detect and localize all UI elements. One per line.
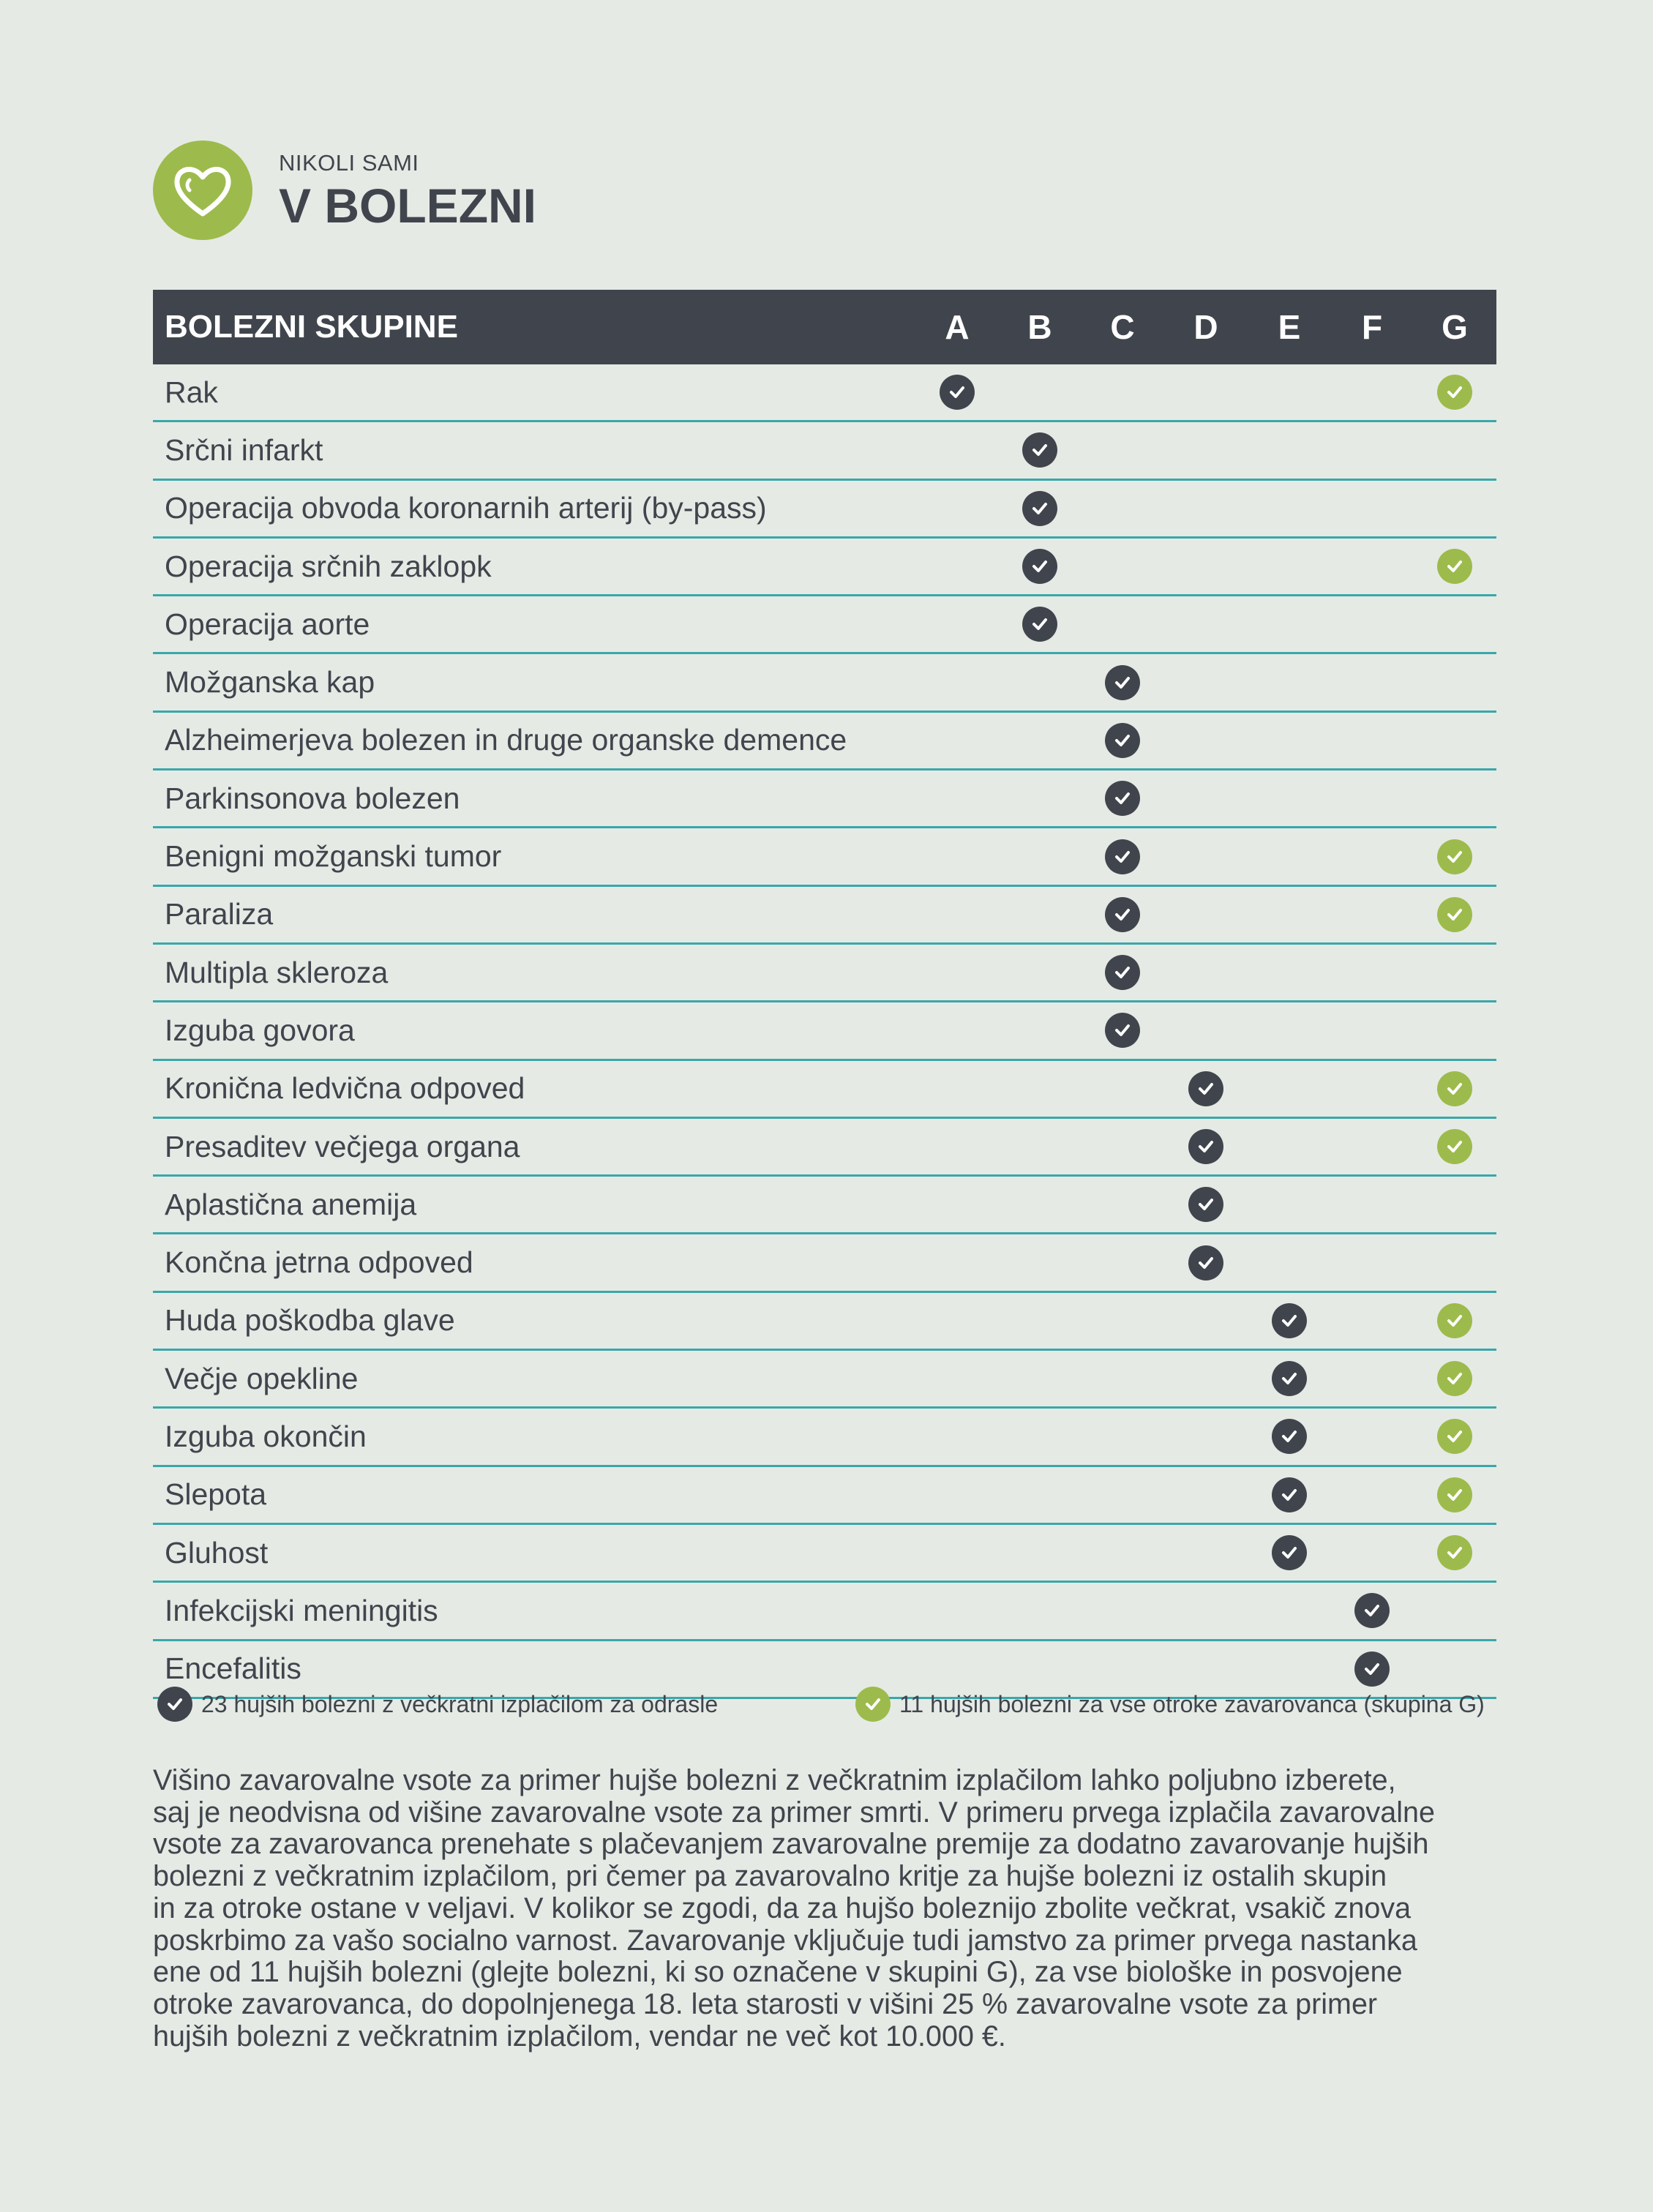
check-icon: [157, 1687, 192, 1722]
description-line: otroke zavarovanca, do dopolnjenega 18. leta starosti v višini 25 % zavarovalne vsote za primer: [153, 1987, 1378, 2020]
table-row: [153, 1293, 1496, 1351]
table-row: [153, 945, 1496, 1002]
disease-label: Slepota: [165, 1477, 267, 1512]
check-icon: [1437, 897, 1472, 932]
table-row: [153, 422, 1496, 480]
check-icon: [1105, 839, 1140, 874]
table-header: [153, 290, 1496, 364]
table-row: [153, 1525, 1496, 1583]
table-row: [153, 1583, 1496, 1641]
legend-adult: [157, 1687, 718, 1722]
column-header-f: F: [1361, 308, 1383, 346]
legend-adult-text: 23 hujših bolezni z večkratni izplačilom za odrasle: [201, 1690, 719, 1717]
check-icon: [1105, 955, 1140, 990]
check-icon: [1437, 1419, 1472, 1454]
check-icon: [1354, 1651, 1390, 1687]
disease-label: Izguba okončin: [165, 1419, 367, 1453]
disease-label: Operacija aorte: [165, 607, 370, 641]
check-icon: [1437, 1535, 1472, 1570]
column-header-c: C: [1110, 308, 1135, 346]
disease-label: Srčni infarkt: [165, 432, 323, 467]
check-icon: [1437, 1477, 1472, 1512]
disease-label: Multipla skleroza: [165, 955, 389, 989]
description-line: ene od 11 hujših bolezni (glejte bolezni, ki so označene v skupini G), za vse biološke in posvojene: [153, 1956, 1403, 1989]
heart-icon: [172, 162, 233, 218]
description-line: hujših bolezni z večkratnim izplačilom, vendar ne več kot 10.000 €.: [153, 2020, 1006, 2052]
check-icon: [1105, 781, 1140, 816]
column-header-g: G: [1442, 308, 1468, 346]
disease-label: Gluhost: [165, 1535, 269, 1570]
table-row: [153, 1177, 1496, 1234]
disease-label: Operacija obvoda koronarnih arterij (by-pass): [165, 491, 767, 525]
check-icon: [1188, 1245, 1223, 1281]
description-line: poskrbimo za vašo socialno varnost. Zavarovanje vključuje tudi jamstvo za primer prvega nastanka: [153, 1924, 1417, 1957]
check-icon: [1437, 839, 1472, 874]
column-header-d: D: [1193, 308, 1218, 346]
check-icon: [1437, 375, 1472, 410]
table-row: [153, 1119, 1496, 1177]
check-icon: [1272, 1535, 1307, 1570]
check-icon: [1105, 897, 1140, 932]
check-icon: [1105, 665, 1140, 700]
disease-label: Alzheimerjeva bolezen in druge organske demence: [165, 723, 847, 757]
check-icon: [1022, 549, 1057, 584]
description-line: saj je neodvisna od višine zavarovalne vsote za primer smrti. V primeru prvega izplačila zavarovalne: [153, 1796, 1435, 1829]
check-icon: [1105, 723, 1140, 758]
check-icon: [1272, 1303, 1307, 1338]
logo-circle: [153, 140, 252, 240]
table-title: BOLEZNI SKUPINE: [165, 309, 458, 345]
table-row: [153, 1002, 1496, 1060]
table-row: [153, 828, 1496, 886]
disease-label: Infekcijski meningitis: [165, 1593, 438, 1627]
disease-label: Huda poškodba glave: [165, 1303, 455, 1338]
brand-subtitle: NIKOLI SAMI: [279, 149, 419, 176]
table-body: [153, 364, 1496, 1699]
description-line: Višino zavarovalne vsote za primer hujše bolezni z večkratnim izplačilom lahko poljubno izberete,: [153, 1764, 1396, 1796]
legend: [153, 1687, 1496, 1723]
check-icon: [1022, 607, 1057, 642]
table-row: [153, 1467, 1496, 1525]
table-row: [153, 713, 1496, 771]
table-row: [153, 654, 1496, 712]
disease-label: Aplastična anemija: [165, 1187, 417, 1221]
check-icon: [1188, 1071, 1223, 1106]
disease-label: Encefalitis: [165, 1651, 301, 1686]
table-row: [153, 887, 1496, 945]
disease-label: Izguba govora: [165, 1013, 355, 1047]
disease-label: Kronična ledvična odpoved: [165, 1071, 525, 1106]
column-header-e: E: [1278, 308, 1301, 346]
table-row: [153, 364, 1496, 422]
disease-label: Operacija srčnih zaklopk: [165, 549, 492, 583]
description-line: in za otroke ostane v veljavi. V kolikor se zgodi, da za hujšo boleznijo zbolite večkrat, vsakič znova: [153, 1892, 1412, 1924]
check-icon: [1105, 1013, 1140, 1048]
disease-label: Parkinsonova bolezen: [165, 781, 460, 815]
brand-logo: [153, 140, 536, 240]
disease-label: Presaditev večjega organa: [165, 1129, 520, 1163]
check-icon: [1272, 1477, 1307, 1512]
brand-title: V BOLEZNI: [279, 178, 537, 233]
disease-label: Večje opekline: [165, 1361, 359, 1395]
check-icon: [1188, 1129, 1223, 1164]
table-row: [153, 481, 1496, 539]
disease-label: Možganska kap: [165, 665, 375, 700]
legend-children: [855, 1687, 1485, 1722]
table-row: [153, 1409, 1496, 1466]
check-icon: [940, 375, 975, 410]
description-line: bolezni z večkratnim izplačilom, pri čemer pa zavarovalno kritje za hujše bolezni iz ostalih skupin: [153, 1860, 1387, 1893]
disease-label: Paraliza: [165, 897, 274, 931]
description: [153, 1765, 1514, 2052]
check-icon: [1437, 1129, 1472, 1164]
check-icon: [1022, 432, 1057, 468]
check-icon: [1437, 1071, 1472, 1106]
check-icon: [1437, 1303, 1472, 1338]
column-header-a: A: [945, 308, 970, 346]
check-icon: [1188, 1187, 1223, 1222]
disease-label: Rak: [165, 375, 218, 409]
disease-label: Benigni možganski tumor: [165, 839, 502, 874]
table-row: [153, 1061, 1496, 1119]
check-icon: [1272, 1419, 1307, 1454]
check-icon: [1437, 549, 1472, 584]
check-icon: [1437, 1361, 1472, 1396]
disease-label: Končna jetrna odpoved: [165, 1245, 473, 1280]
table-row: [153, 539, 1496, 596]
description-line: vsote za zavarovanca prenehate s plačevanjem zavarovalne premije za dodatno zavarovanje hujših: [153, 1828, 1429, 1861]
check-icon: [1354, 1593, 1390, 1628]
legend-children-text: 11 hujših bolezni za vse otroke zavarovanca (skupina G): [899, 1690, 1485, 1717]
table-row: [153, 1351, 1496, 1409]
check-icon: [855, 1687, 891, 1722]
table-row: [153, 1234, 1496, 1292]
check-icon: [1022, 491, 1057, 526]
column-header-b: B: [1027, 308, 1052, 346]
table-row: [153, 596, 1496, 654]
check-icon: [1272, 1361, 1307, 1396]
table-row: [153, 771, 1496, 828]
disease-groups-table: [153, 290, 1496, 1699]
